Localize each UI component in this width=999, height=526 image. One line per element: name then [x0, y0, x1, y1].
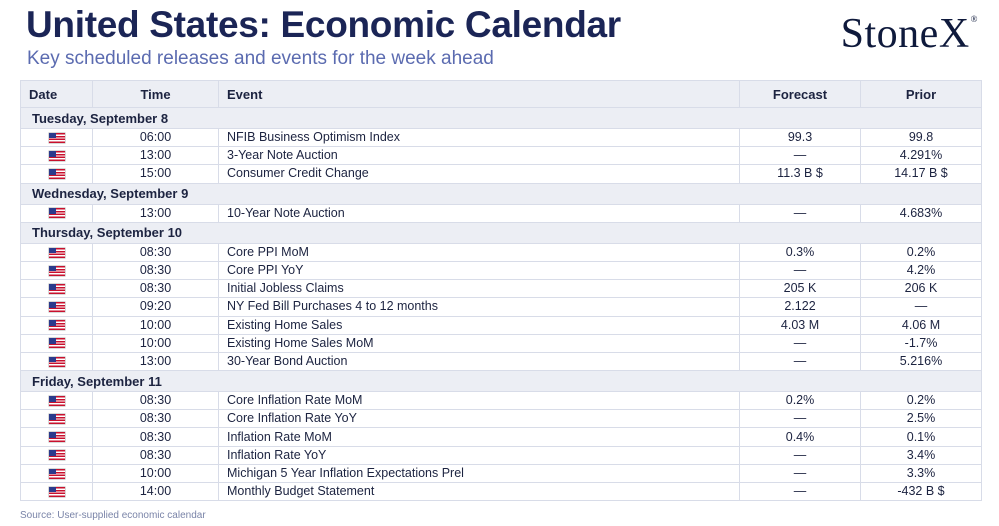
event-cell: Existing Home Sales MoM: [219, 334, 740, 352]
day-label: Wednesday, September 9: [21, 183, 982, 204]
date-cell: [21, 261, 93, 279]
forecast-cell: —: [740, 464, 861, 482]
date-cell: [21, 165, 93, 183]
table-row: [21, 392, 982, 410]
forecast-cell: —: [740, 352, 861, 370]
prior-cell: 0.2%: [861, 392, 982, 410]
date-cell: [21, 243, 93, 261]
table-row: [21, 316, 982, 334]
calendar-table: [20, 80, 982, 501]
column-header-date: Date: [21, 81, 93, 108]
table-row: [21, 410, 982, 428]
table-row: [21, 204, 982, 222]
date-cell: [21, 204, 93, 222]
prior-cell: 4.2%: [861, 261, 982, 279]
event-cell: Michigan 5 Year Inflation Expectations Prel: [219, 464, 740, 482]
event-cell: Inflation Rate MoM: [219, 428, 740, 446]
date-cell: [21, 410, 93, 428]
prior-cell: 3.4%: [861, 446, 982, 464]
forecast-cell: —: [740, 410, 861, 428]
us-flag-icon: [49, 320, 65, 330]
prior-cell: -432 B $: [861, 483, 982, 501]
date-cell: [21, 334, 93, 352]
time-cell: 08:30: [93, 280, 219, 298]
forecast-cell: 11.3 B $: [740, 165, 861, 183]
calendar-body: [21, 108, 982, 501]
prior-cell: 14.17 B $: [861, 165, 982, 183]
forecast-cell: 0.4%: [740, 428, 861, 446]
prior-cell: 99.8: [861, 129, 982, 147]
event-cell: NFIB Business Optimism Index: [219, 129, 740, 147]
prior-cell: 5.216%: [861, 352, 982, 370]
table-row: [21, 464, 982, 482]
source-note: Source: User-supplied economic calendar: [20, 510, 206, 521]
date-cell: [21, 129, 93, 147]
forecast-cell: —: [740, 483, 861, 501]
forecast-cell: 205 K: [740, 280, 861, 298]
day-label: Thursday, September 10: [21, 222, 982, 243]
event-cell: 30-Year Bond Auction: [219, 352, 740, 370]
us-flag-icon: [49, 469, 65, 479]
page-title: United States: Economic Calendar: [26, 4, 621, 45]
page-subtitle: Key scheduled releases and events for the week ahead: [27, 48, 494, 69]
forecast-cell: 99.3: [740, 129, 861, 147]
prior-cell: 4.683%: [861, 204, 982, 222]
table-row: [21, 129, 982, 147]
forecast-cell: —: [740, 334, 861, 352]
time-cell: 08:30: [93, 446, 219, 464]
column-header-prior: Prior: [861, 81, 982, 108]
forecast-cell: 0.3%: [740, 243, 861, 261]
day-header-row: [21, 108, 982, 129]
logo-text: StoneX: [840, 11, 970, 57]
prior-cell: 0.2%: [861, 243, 982, 261]
us-flag-icon: [49, 357, 65, 367]
us-flag-icon: [49, 487, 65, 497]
column-header-event: Event: [219, 81, 740, 108]
us-flag-icon: [49, 208, 65, 218]
date-cell: [21, 298, 93, 316]
time-cell: 08:30: [93, 261, 219, 279]
time-cell: 13:00: [93, 204, 219, 222]
day-header-row: [21, 183, 982, 204]
time-cell: 08:30: [93, 392, 219, 410]
table-row: [21, 298, 982, 316]
column-header-forecast: Forecast: [740, 81, 861, 108]
event-cell: Core PPI YoY: [219, 261, 740, 279]
stonex-logo: [841, 10, 977, 58]
date-cell: [21, 392, 93, 410]
table-row: [21, 428, 982, 446]
time-cell: 08:30: [93, 243, 219, 261]
day-header-row: [21, 371, 982, 392]
time-cell: 10:00: [93, 334, 219, 352]
time-cell: 14:00: [93, 483, 219, 501]
us-flag-icon: [49, 169, 65, 179]
prior-cell: 3.3%: [861, 464, 982, 482]
us-flag-icon: [49, 338, 65, 348]
event-cell: Core Inflation Rate MoM: [219, 392, 740, 410]
prior-cell: 4.291%: [861, 147, 982, 165]
us-flag-icon: [49, 302, 65, 312]
time-cell: 13:00: [93, 352, 219, 370]
event-cell: 10-Year Note Auction: [219, 204, 740, 222]
table-row: [21, 446, 982, 464]
table-row: [21, 165, 982, 183]
table-row: [21, 334, 982, 352]
day-header-row: [21, 222, 982, 243]
forecast-cell: 4.03 M: [740, 316, 861, 334]
table-row: [21, 243, 982, 261]
prior-cell: 0.1%: [861, 428, 982, 446]
day-label: Friday, September 11: [21, 371, 982, 392]
date-cell: [21, 280, 93, 298]
date-cell: [21, 352, 93, 370]
event-cell: Initial Jobless Claims: [219, 280, 740, 298]
table-row: [21, 483, 982, 501]
time-cell: 09:20: [93, 298, 219, 316]
registered-mark: ®: [970, 14, 978, 24]
forecast-cell: —: [740, 261, 861, 279]
time-cell: 08:30: [93, 428, 219, 446]
forecast-cell: —: [740, 446, 861, 464]
event-cell: Inflation Rate YoY: [219, 446, 740, 464]
time-cell: 06:00: [93, 129, 219, 147]
forecast-cell: —: [740, 147, 861, 165]
date-cell: [21, 483, 93, 501]
date-cell: [21, 316, 93, 334]
day-label: Tuesday, September 8: [21, 108, 982, 129]
event-cell: 3-Year Note Auction: [219, 147, 740, 165]
us-flag-icon: [49, 396, 65, 406]
prior-cell: —: [861, 298, 982, 316]
time-cell: 10:00: [93, 464, 219, 482]
forecast-cell: 2.122: [740, 298, 861, 316]
us-flag-icon: [49, 133, 65, 143]
date-cell: [21, 428, 93, 446]
table-row: [21, 280, 982, 298]
event-cell: Core Inflation Rate YoY: [219, 410, 740, 428]
date-cell: [21, 464, 93, 482]
prior-cell: 4.06 M: [861, 316, 982, 334]
table-header-row: [21, 81, 982, 108]
time-cell: 13:00: [93, 147, 219, 165]
event-cell: NY Fed Bill Purchases 4 to 12 months: [219, 298, 740, 316]
date-cell: [21, 147, 93, 165]
event-cell: Core PPI MoM: [219, 243, 740, 261]
event-cell: Existing Home Sales: [219, 316, 740, 334]
us-flag-icon: [49, 248, 65, 258]
table-row: [21, 352, 982, 370]
us-flag-icon: [49, 450, 65, 460]
us-flag-icon: [49, 432, 65, 442]
column-header-time: Time: [93, 81, 219, 108]
prior-cell: 2.5%: [861, 410, 982, 428]
table-row: [21, 261, 982, 279]
us-flag-icon: [49, 284, 65, 294]
time-cell: 08:30: [93, 410, 219, 428]
us-flag-icon: [49, 414, 65, 424]
prior-cell: -1.7%: [861, 334, 982, 352]
table-row: [21, 147, 982, 165]
forecast-cell: —: [740, 204, 861, 222]
forecast-cell: 0.2%: [740, 392, 861, 410]
prior-cell: 206 K: [861, 280, 982, 298]
us-flag-icon: [49, 151, 65, 161]
date-cell: [21, 446, 93, 464]
event-cell: Consumer Credit Change: [219, 165, 740, 183]
time-cell: 15:00: [93, 165, 219, 183]
event-cell: Monthly Budget Statement: [219, 483, 740, 501]
us-flag-icon: [49, 266, 65, 276]
time-cell: 10:00: [93, 316, 219, 334]
